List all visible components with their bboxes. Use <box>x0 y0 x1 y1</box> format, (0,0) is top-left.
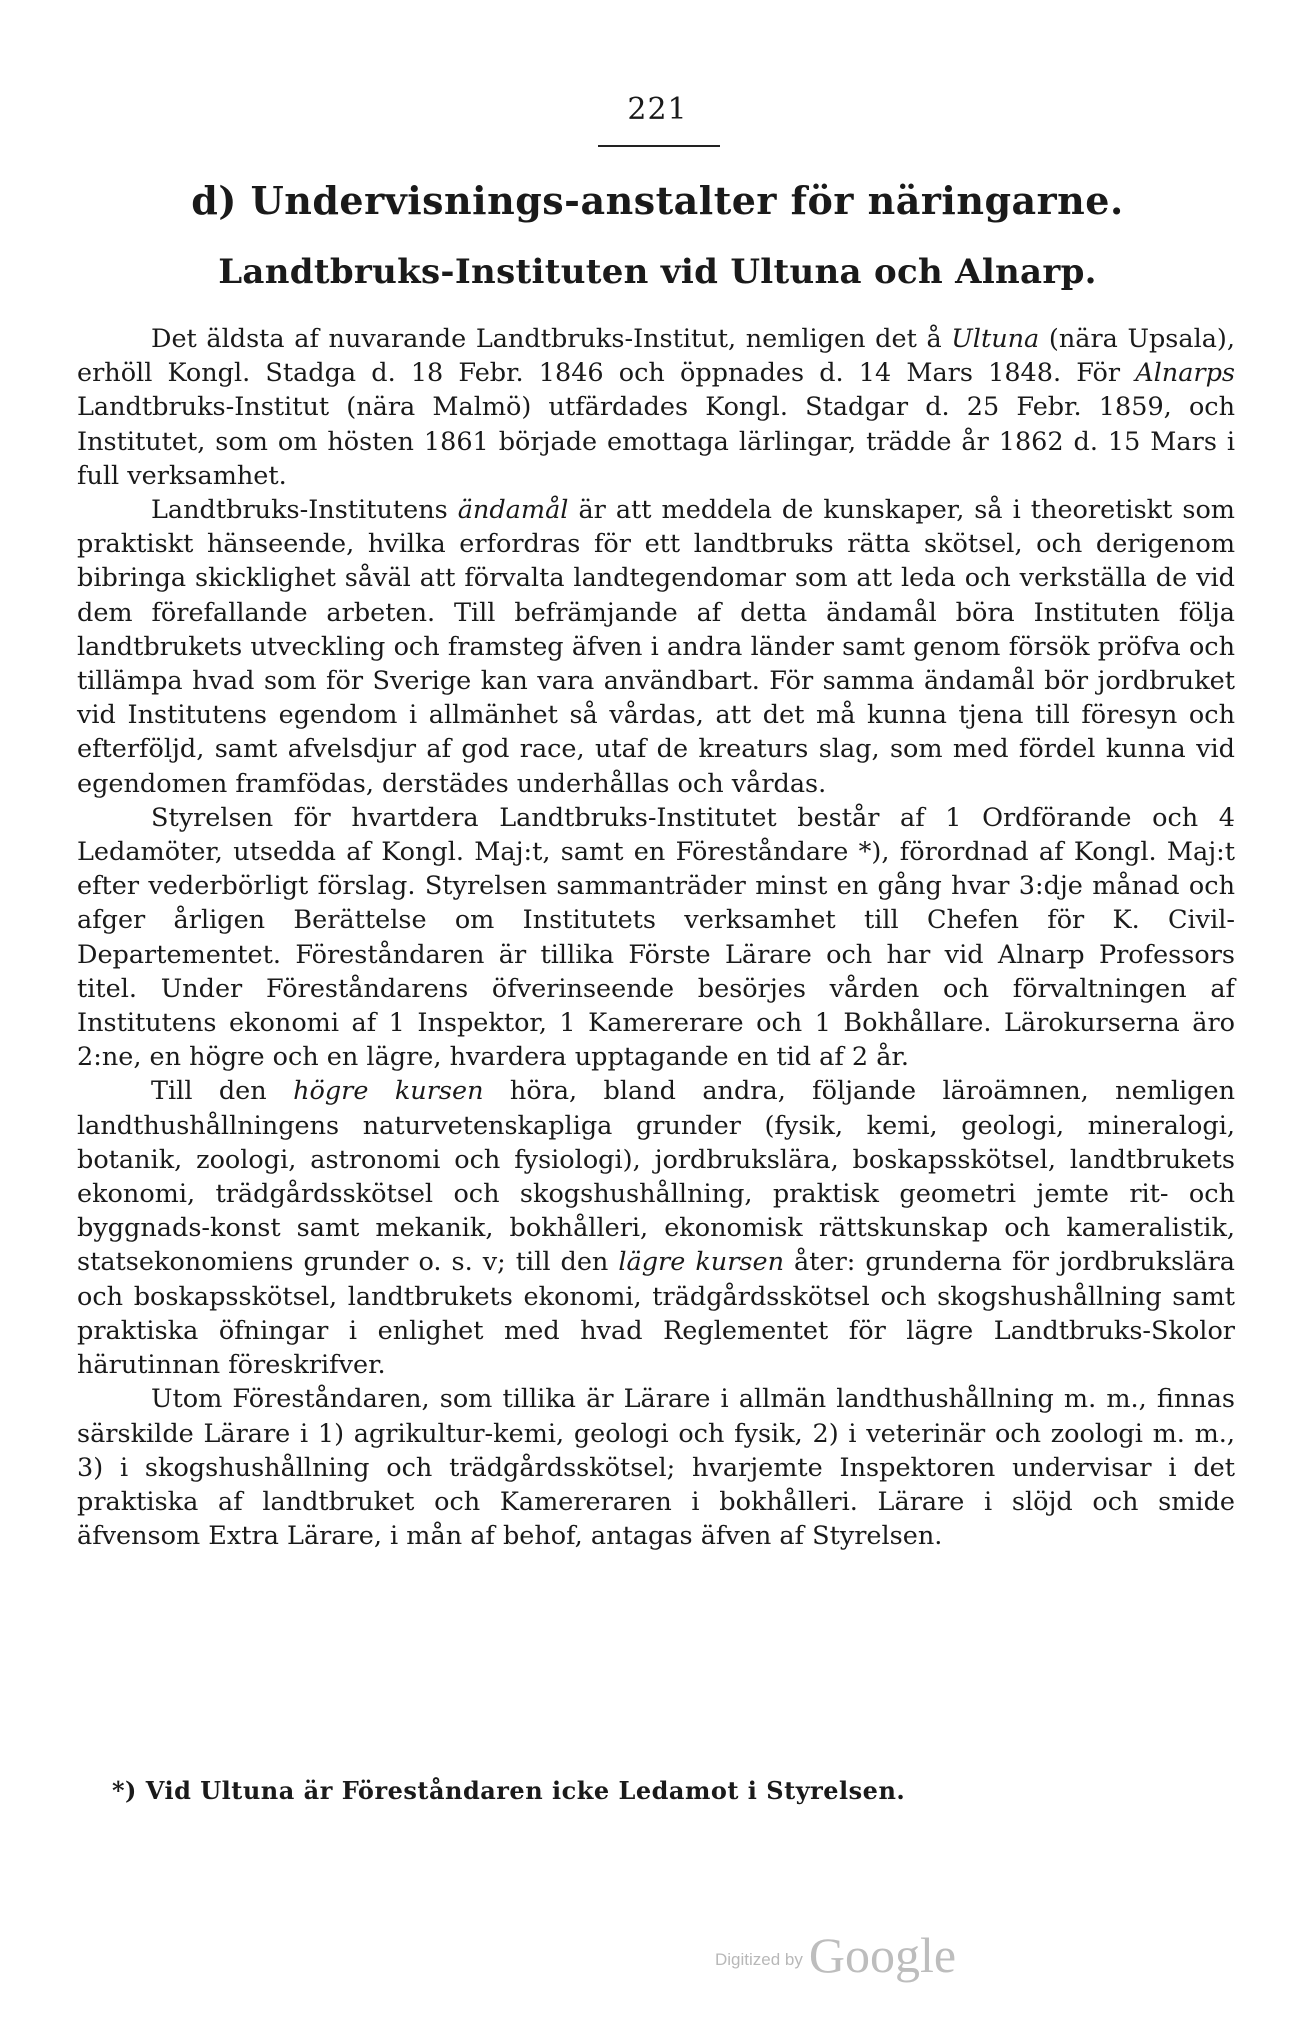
italic-term: Ultuna <box>951 324 1040 354</box>
google-logo: Google <box>808 1927 957 1983</box>
italic-term: högre kursen <box>293 1076 484 1107</box>
paragraph <box>77 801 1235 1075</box>
text-run: höra, bland andra, följande läroämnen, nemligen landthushållningens naturvetenskapliga grunder (fysik, kemi, geologi, mineralogi, botanik, zoologi, astronomi och fysiologi), jordbrukslära, boskapsskötsel, landtbrukets ekonomi, trädgårdsskötsel och skogshushållning, praktisk geometri jemte rit- och byggnads-konst samt mekanik, bokhålleri, ekonomisk rättskunskap och kameralistik, statsekonomiens grunder o. s. v; till den <box>77 1076 1235 1278</box>
italic-term: lägre kursen <box>618 1247 785 1278</box>
text-run: Till den <box>151 1076 294 1107</box>
text-run: Landtbruks-Institut (nära Malmö) utfärdades Kongl. Stadgar d. 25 Febr. 1859, och Institutet, som om hösten 1861 började emottaga lärlingar, trädde år 1862 d. 15 Mars i full verksamhet. <box>77 392 1235 491</box>
paragraph <box>77 1074 1235 1382</box>
italic-term: ändamål <box>457 495 569 526</box>
page-number: 221 <box>627 92 688 127</box>
italic-term: Alnarps <box>1135 358 1235 389</box>
text-run: Landtbruks-Institutens <box>151 495 458 526</box>
sub-heading: Landtbruks-Instituten vid Ultuna och Alnarp. <box>218 252 1097 292</box>
text-run: Utom Föreståndaren, som tillika är Lärare i allmän landthushållning m. m., finnas särskilde Lärare i 1) agrikultur-kemi, geologi och fysik, 2) i veterinär och zoologi m. m., 3) i skogshushållning och trädgårdsskötsel; hvarjemte Inspektoren undervisar i det praktiska af landtbruket och Kamereraren i bokhålleri. Lärare i slöjd och smide äfvensom Extra Lärare, i mån af behof, antagas äfven af Styrelsen. <box>77 1384 1235 1552</box>
text-run: (nära Upsala), erhöll Kongl. Stadga d. 18 Febr. 1846 och öppnades d. 14 Mars 1848. För <box>77 324 1235 389</box>
text-run: Styrelsen för hvartdera Landtbruks-Institutet består af 1 Ordförande och 4 Ledamöter, utsedda af Kongl. Maj:t, samt en Föreståndare *), förordnad af Kongl. Maj:t efter vederbörligt förslag. Styrelsen sammanträder minst en gång hvar 3:dje månad och afger årligen Berättelse om Institutets verksamhet till Chefen för K. Civil-Departementet. Föreståndaren är tillika Förste Lärare och har vid Alnarp Professors titel. Under Föreståndarens öfverinseende besörjes vården och förvaltningen af Institutens ekonomi af 1 Inspektor, 1 Kamererare och 1 Bokhållare. Lärokurserna äro 2:ne, en högre och en lägre, hvardera upptagande en tid af 2 år. <box>77 802 1235 1073</box>
paragraph <box>77 322 1235 493</box>
paragraph <box>77 1382 1235 1553</box>
digitized-label: Digitized by <box>715 1950 803 1969</box>
text-run: är att meddela de kunskaper, så i theoretiskt som praktiskt hänseende, hvilka erfordras för ett landtbruks rätta skötsel, och derigenom bibringa skicklighet såväl att förvalta landtegendomar som att leda och verkställa de vid dem förefallande arbeten. Till befrämjande af detta ändamål böra Instituten följa landtbrukets utveckling och framsteg äfven i andra länder samt genom försök pröfva och tillämpa hvad som för Sverige kan vara användbart. För samma ändamål bör jordbruket vid Institutens egendom i allmänhet så vårdas, att det må kunna tjena till föresyn och efterföljd, samt afvelsdjur af god race, utaf de kreaturs slag, som med fördel kunna vid egendomen framfödas, derstädes underhållas och vårdas. <box>77 495 1235 799</box>
paragraph <box>77 493 1235 801</box>
digitized-watermark <box>715 1920 957 1983</box>
body-text <box>77 322 1235 1553</box>
page-number-rule <box>598 145 720 147</box>
section-heading: d) Undervisnings-anstalter för näringarne. <box>191 178 1124 223</box>
footnote: *) Vid Ultuna är Föreståndaren icke Ledamot i Styrelsen. <box>112 1776 906 1805</box>
text-run: åter: grunderna för jordbrukslära och boskapsskötsel, landtbrukets ekonomi, trädgårdsskötsel och skogshushållning samt praktiska öfningar i enlighet med hvad Reglementet för lägre Landtbruks-Skolor härutinnan föreskrifver. <box>77 1247 1235 1381</box>
text-run: Det äldsta af nuvarande Landtbruks-Institut, nemligen det å <box>151 324 952 354</box>
